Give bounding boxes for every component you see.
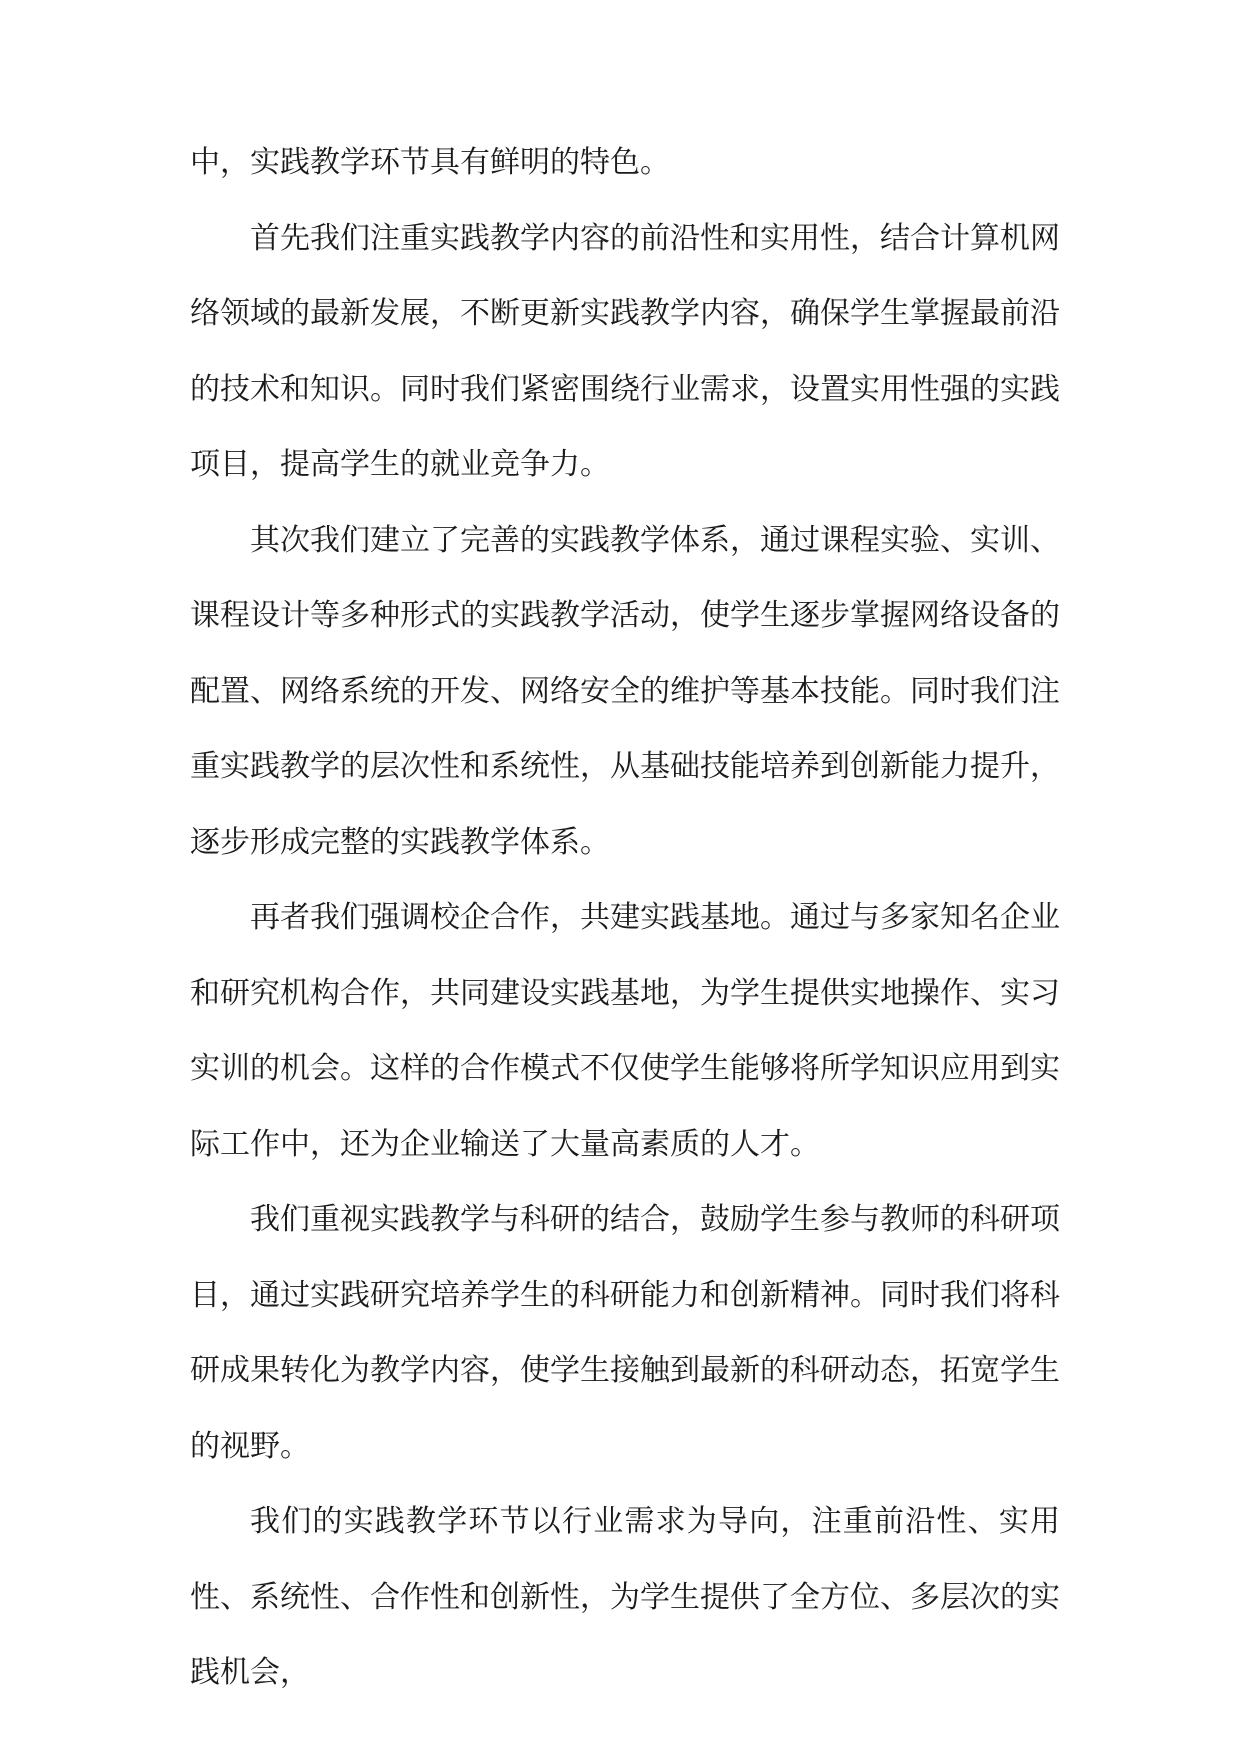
paragraph-school-enterprise: 再者我们强调校企合作，共建实践基地。通过与多家知名企业和研究机构合作，共同建设实践基地，为学生提供实地操作、实习实训的机会。这样的合作模式不仅使学生能够将所学知识应用到实际工作中，还为企业输送了大量高素质的人才。 [190, 900, 1060, 1162]
paragraph-teaching-system: 其次我们建立了完善的实践教学体系，通过课程实验、实训、课程设计等多种形式的实践教学活动，使学生逐步掌握网络设备的配置、网络系统的开发、网络安全的维护等基本技能。同时我们注重实践教学的层次性和系统性，从基础技能培养到创新能力提升，逐步形成完整的实践教学体系。 [190, 522, 1060, 860]
paragraph-content-frontier: 首先我们注重实践教学内容的前沿性和实用性，结合计算机网络领域的最新发展，不断更新实践教学内容，确保学生掌握最前沿的技术和知识。同时我们紧密围绕行业需求，设置实用性强的实践项目，提高学生的就业竞争力。 [190, 220, 1060, 482]
paragraph-summary: 我们的实践教学环节以行业需求为导向，注重前沿性、实用性、系统性、合作性和创新性，为学生提供了全方位、多层次的实践机会， [190, 1504, 1060, 1690]
body-text [190, 125, 1060, 1711]
paragraph-research: 我们重视实践教学与科研的结合，鼓励学生参与教师的科研项目，通过实践研究培养学生的科研能力和创新精神。同时我们将科研成果转化为教学内容，使学生接触到最新的科研动态，拓宽学生的视野。 [190, 1202, 1060, 1464]
paragraph-continuation: 中，实践教学环节具有鲜明的特色。 [190, 145, 670, 180]
